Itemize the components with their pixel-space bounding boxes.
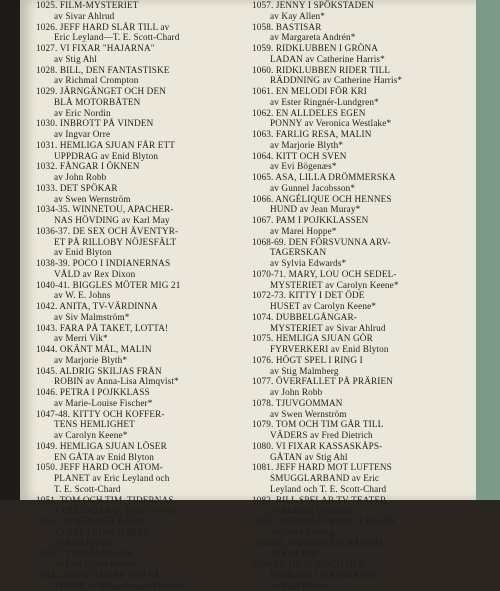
- entry-detail-line: av Stig Ahl: [36, 54, 248, 65]
- catalog-entry: [36, 495, 248, 517]
- entry-detail-line: av Enid Blyton: [36, 247, 248, 258]
- entry-detail-line: av Ingvar Orre: [36, 129, 248, 140]
- catalog-entry: [252, 516, 464, 538]
- entry-detail-line: TYRET I RING O'BELL: [36, 527, 248, 538]
- entry-title-line: 1083. VARNING! FARLIG LEKSAK: [252, 516, 464, 527]
- entry-title-line: 1063. FARLIG RESA, MALIN: [252, 129, 464, 140]
- entry-detail-line: BLÅ MOTORBÅTEN: [36, 97, 248, 108]
- entry-detail-line: av Marei Hoppe*: [252, 226, 464, 237]
- entry-detail-line: av Swen Wernström: [36, 194, 248, 205]
- book-cover-edge: [476, 0, 500, 500]
- entry-detail-line: SMUGGLARBAND av Eric: [252, 473, 464, 484]
- catalog-entry: [252, 419, 464, 441]
- entry-detail-line: EN GÅTA av Enid Blyton: [36, 452, 248, 463]
- entry-detail-line: av Marjorie Blyth*: [36, 355, 248, 366]
- catalog-entry: [252, 86, 464, 108]
- catalog-column-left: [36, 0, 248, 500]
- catalog-entry: [252, 108, 464, 130]
- entry-detail-line: av Marie-Louise Fischer*: [36, 398, 248, 409]
- catalog-entry: [36, 86, 248, 118]
- catalog-entry: [36, 140, 248, 162]
- catalog-entry: [36, 570, 248, 591]
- entry-detail-line: av Harry Iseborg: [252, 527, 464, 538]
- catalog-entry: [252, 215, 464, 237]
- entry-detail-line: MYSTERIET av Carolyn Keene*: [252, 280, 464, 291]
- entry-title-line: 1027. VI FIXAR "HAJARNA": [36, 43, 248, 54]
- entry-title-line: 1053. VI SPRÅKFALAR: [36, 548, 248, 559]
- catalog-entry: [252, 65, 464, 87]
- catalog-entry: [36, 462, 248, 494]
- catalog-entry: [36, 226, 248, 258]
- entry-detail-line: FYRVERKERI av Enid Blyton: [252, 344, 464, 355]
- entry-title-line: 1078. TJUVGOMMAN: [252, 398, 464, 409]
- entry-detail-line: av Enid Blyton: [252, 581, 464, 591]
- catalog-entry: [36, 344, 248, 366]
- catalog-entry: [252, 43, 464, 65]
- entry-title-line: 1032. FÅNGAR I ÖKNEN: [36, 161, 248, 172]
- entry-detail-line: av Kay Allen*: [252, 11, 464, 22]
- entry-title-line: 1031. HEMLIGA SJUAN FÅR ETT: [36, 140, 248, 151]
- entry-title-line: 1081. JEFF HARD MOT LUFTENS: [252, 462, 464, 473]
- entry-detail-line: VÅLD av Rex Dixon: [36, 269, 248, 280]
- catalog-entry: [252, 559, 464, 591]
- entry-detail-line: MYSTERIET av Sivar Ahlrud: [252, 323, 464, 334]
- entry-title-line: 1061. EN MELODI FÖR KRI: [252, 86, 464, 97]
- entry-title-line: 1050. JEFF HARD OCH ATOM-: [36, 462, 248, 473]
- entry-title-line: 1051. TOM OCH TIM, TIDERNAS: [36, 495, 248, 506]
- entry-detail-line: av John Robb: [252, 387, 464, 398]
- entry-detail-line: av Sivar Ahlrud: [36, 11, 248, 22]
- entry-title-line: 1049. HEMLIGA SJUAN LÖSER: [36, 441, 248, 452]
- catalog-entry: [252, 194, 464, 216]
- entry-title-line: 1046. PETRA I POJKKLASS: [36, 387, 248, 398]
- catalog-entry: [252, 0, 464, 22]
- entry-title-line: 1030. INBROTT PÅ VINDEN: [36, 118, 248, 129]
- entry-title-line: 1025. FILM-MYSTERIET: [36, 0, 248, 11]
- entry-detail-line: av Richmal Crompton: [252, 505, 464, 516]
- entry-title-line: 1068-69. DEN FÖRSVUNNA ARV-: [252, 237, 464, 248]
- entry-title-line: 1044. OKÄNT MÅL, MALIN: [36, 344, 248, 355]
- entry-title-line: 1043. FARA PÅ TAKET, LOTTA!: [36, 323, 248, 334]
- catalog-entry: [36, 0, 248, 22]
- catalog-entry: [36, 409, 248, 441]
- entry-title-line: 1033. DET SPÖKAR: [36, 183, 248, 194]
- entry-title-line: 1054. INGEN VÄGAR FRO PÅ: [36, 570, 248, 581]
- entry-title-line: 1084-85. WINNETOUS HÄMND: [252, 538, 464, 549]
- entry-detail-line: TESSIE av Marie-Louise Fischer*: [36, 581, 248, 591]
- entry-detail-line: HEMLIGA UBÅTSBASEN: [252, 570, 464, 581]
- entry-detail-line: av Eric Nordin: [36, 108, 248, 119]
- entry-detail-line: av Swen Wernström: [252, 409, 464, 420]
- catalog-entry: [252, 129, 464, 151]
- entry-title-line: 1080. VI FIXAR KASSASKÅPS-: [252, 441, 464, 452]
- catalog-entry: [252, 290, 464, 312]
- entry-detail-line: av Merri Vik*: [36, 333, 248, 344]
- catalog-entry: [252, 441, 464, 463]
- entry-detail-line: av John Robb: [36, 172, 248, 183]
- entry-detail-line: av Margareta Andrén*: [252, 32, 464, 43]
- entry-detail-line: av W. E. Johns: [36, 290, 248, 301]
- entry-detail-line: av Gunnel Jacobsson*: [252, 183, 464, 194]
- entry-detail-line: av Carolyn Keene*: [36, 430, 248, 441]
- entry-detail-line: av Karl May: [252, 548, 464, 559]
- catalog-entry: [36, 43, 248, 65]
- catalog-entry: [252, 355, 464, 377]
- catalog-entry: [36, 323, 248, 345]
- entry-detail-line: HUSET av Carolyn Keene*: [252, 301, 464, 312]
- catalog-entry: [36, 366, 248, 388]
- catalog-entry: [252, 269, 464, 291]
- entry-title-line: 1077. ÖVERFALLET PÅ PRÄRIEN: [252, 376, 464, 387]
- catalog-entry: [36, 204, 248, 226]
- entry-detail-line: LADAN av Catherine Harris*: [252, 54, 464, 65]
- catalog-entry: [252, 495, 464, 517]
- catalog-entry: [252, 333, 464, 355]
- catalog-entry: [36, 161, 248, 183]
- entry-title-line: 1082. BILL SPELAR TV-TEATER: [252, 495, 464, 506]
- entry-title-line: 1064. KITT OCH SVEN: [252, 151, 464, 162]
- entry-detail-line: PLANET av Eric Leyland och: [36, 473, 248, 484]
- entry-detail-line: av Enid Blyton: [36, 538, 248, 549]
- entry-title-line: 1060. RIDKLUBBEN RIDER TILL: [252, 65, 464, 76]
- entry-title-line: 1038-39. POCO I INDIANERNAS: [36, 258, 248, 269]
- catalog-entry: [36, 441, 248, 463]
- catalog-entry: [36, 183, 248, 205]
- catalog-entry: [252, 398, 464, 420]
- entry-detail-line: NAS HÖVDING av Karl May: [36, 215, 248, 226]
- entry-detail-line: av Richmal Crompton: [36, 75, 248, 86]
- entry-title-line: 1052. DE SEX OCH ÄVEN-: [36, 516, 248, 527]
- catalog-entry: [36, 22, 248, 44]
- catalog-entry: [36, 118, 248, 140]
- entry-title-line: 1067. PAM I POJKKLASSEN: [252, 215, 464, 226]
- entry-title-line: 1036-37. DE SEX OCH ÄVENTYR-: [36, 226, 248, 237]
- entry-detail-line: ET PÅ RILLOBY NÖJESFÄLT: [36, 237, 248, 248]
- catalog-entry: [36, 301, 248, 323]
- entry-detail-line: av Stig Malmberg: [252, 366, 464, 377]
- catalog-entry: [36, 387, 248, 409]
- entry-detail-line: av Marjorie Blyth*: [252, 140, 464, 151]
- entry-title-line: 1028. BILL, DEN FANTASTISKE: [36, 65, 248, 76]
- catalog-entry: [252, 237, 464, 269]
- entry-detail-line: Leyland och T. E. Scott-Chard: [252, 484, 464, 495]
- entry-title-line: 1057. JENNY I SPÖKSTADEN: [252, 0, 464, 11]
- entry-detail-line: T. E. Scott-Chard: [36, 484, 248, 495]
- entry-detail-line: HUND av Jean Muray*: [252, 204, 464, 215]
- catalog-entry: [252, 538, 464, 560]
- entry-title-line: 1059. RIDKLUBBEN I GRÖNA: [252, 43, 464, 54]
- entry-detail-line: Eric Leyland—T. E. Scott-Chard: [36, 32, 248, 43]
- catalog-entry: [36, 258, 248, 280]
- entry-title-line: 1034-35. WINNETOU, APACHER-: [36, 204, 248, 215]
- entry-title-line: 1065. ASA, LILLA DRÖMMERSKA: [252, 172, 464, 183]
- catalog-entry: [36, 548, 248, 570]
- entry-detail-line: ROBIN av Anna-Lisa Almqvist*: [36, 376, 248, 387]
- entry-detail-line: VÄDERS av Fred Dietrich: [252, 430, 464, 441]
- entry-detail-line: av Siv Malmström*: [36, 312, 248, 323]
- entry-title-line: 1086-87. DE SEX OCH DEN: [252, 559, 464, 570]
- catalog-entry: [252, 151, 464, 173]
- entry-detail-line: av Lisa Euren-Berner*: [36, 559, 248, 570]
- catalog-column-right: [252, 0, 464, 500]
- entry-title-line: 1040-41. BIGGLES MÖTER MIG 21: [36, 280, 248, 291]
- entry-detail-line: PONNY av Veronica Westlake*: [252, 118, 464, 129]
- entry-title-line: 1042. ANITA, TV-VÄRDINNA: [36, 301, 248, 312]
- catalog-entry: [36, 516, 248, 548]
- entry-detail-line: RÄDDNING av Catherine Harris*: [252, 75, 464, 86]
- entry-title-line: 1062. EN ALLDELES EGEN: [252, 108, 464, 119]
- catalog-entry: [252, 22, 464, 44]
- entry-title-line: 1066. ANGÉLIQUE OCH HENNES: [252, 194, 464, 205]
- catalog-entry: [36, 280, 248, 302]
- entry-title-line: 1074. DUBBELGÅNGAR-: [252, 312, 464, 323]
- entry-title-line: 1070-71. MARY, LOU OCH SEDEL-: [252, 269, 464, 280]
- entry-title-line: 1045. ALDRIG SKILJAS FRÅN: [36, 366, 248, 377]
- catalog-entry: [252, 462, 464, 494]
- entry-detail-line: TVILLINGAR av Fred Dietrich: [36, 505, 248, 516]
- entry-detail-line: GÅTAN av Stig Ahl: [252, 452, 464, 463]
- catalog-entry: [252, 376, 464, 398]
- entry-detail-line: UPPDRAG av Enid Blyton: [36, 151, 248, 162]
- entry-detail-line: TAGERSKAN: [252, 247, 464, 258]
- entry-title-line: 1076. HÖGT SPEL I RING I: [252, 355, 464, 366]
- entry-detail-line: av Ester Ringnér-Lundgren*: [252, 97, 464, 108]
- entry-title-line: 1075. HEMLIGA SJUAN GÖR: [252, 333, 464, 344]
- entry-title-line: 1029. JÄRNGÄNGET OCH DEN: [36, 86, 248, 97]
- catalog-entry: [252, 312, 464, 334]
- entry-detail-line: av Sylvia Edwards*: [252, 258, 464, 269]
- page-binding-shadow: [0, 0, 20, 500]
- entry-title-line: 1047-48. KITTY OCH KOFFER-: [36, 409, 248, 420]
- catalog-page: [20, 0, 476, 500]
- entry-title-line: 1072-73. KITTY I DET ÖDE: [252, 290, 464, 301]
- entry-detail-line: av Evi Bögenæs*: [252, 161, 464, 172]
- entry-title-line: 1079. TOM OCH TIM GÅR TILL: [252, 419, 464, 430]
- entry-title-line: 1026. JEFF HARD SLÅR TILL av: [36, 22, 248, 33]
- entry-title-line: 1058. BASTISAR: [252, 22, 464, 33]
- catalog-entry: [252, 172, 464, 194]
- catalog-entry: [36, 65, 248, 87]
- entry-detail-line: TENS HEMLIGHET: [36, 419, 248, 430]
